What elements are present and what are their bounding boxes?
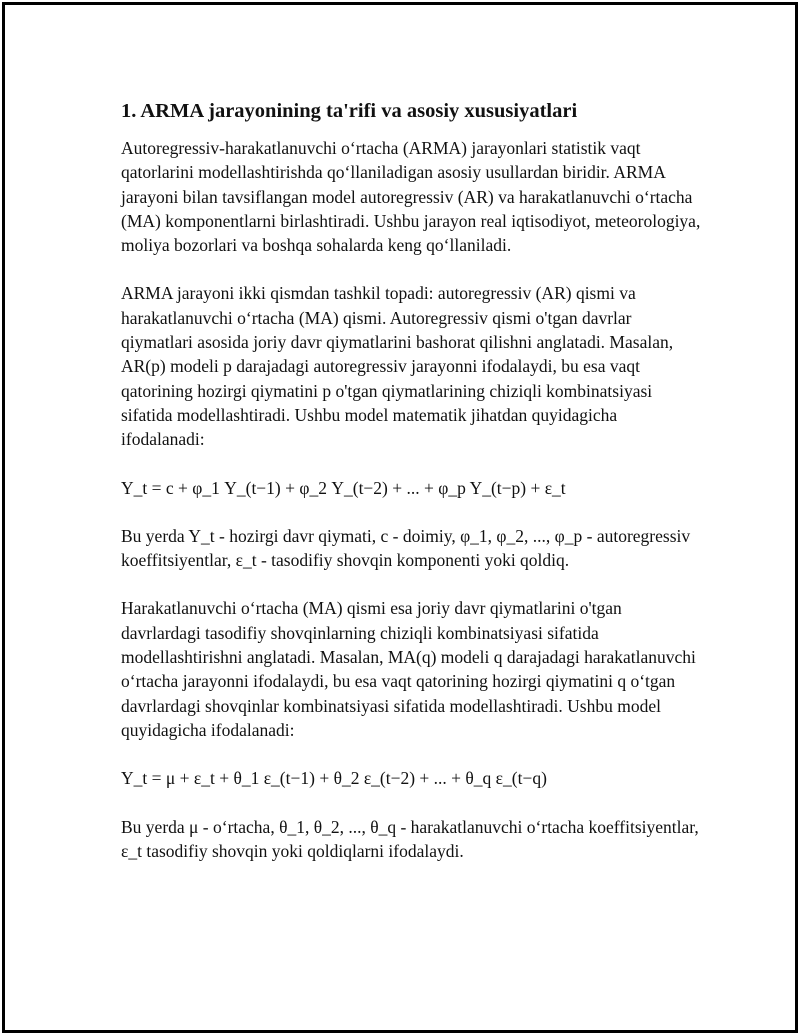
- paragraph-ar-explanation: Bu yerda Y_t - hozirgi davr qiymati, c - doimiy, φ_1, φ_2, ..., φ_p - autoregressiv koeffitsiyentlar, ε_t - tasodifiy shovqin komponenti yoki qoldiq.: [121, 525, 691, 571]
- paragraph-intro: Autoregressiv-harakatlanuvchi oʻrtacha (ARMA) jarayonlari statistik vaqt qatorlarini modellashtirishda qoʻllaniladigan asosiy usullardan biridir. ARMA jarayoni bilan tavsiflangan model autoregressiv (AR) va harakatlanuvchi oʻrtacha (MA) komponentlarni birlashtiradi. Ushbu jarayon real iqtisodiyot, meteorologiya, moliya bozorlari va boshqa sohalarda keng qoʻllaniladi.: [121, 138, 701, 256]
- formula-ar: Y_t = c + φ_1 Y_(t−1) + φ_2 Y_(t−2) + ... + φ_p Y_(t−p) + ε_t: [121, 477, 566, 498]
- section-heading: 1. ARMA jarayonining ta'rifi va asosiy xususiyatlari: [121, 100, 578, 122]
- document-body: [121, 97, 701, 887]
- paragraph-ma-explanation: Bu yerda μ - oʻrtacha, θ_1, θ_2, ..., θ_q - harakatlanuvchi oʻrtacha koeffitsiyentlar, ε_t tasodifiy shovqin yoki qoldiqlarni ifodalaydi.: [121, 816, 699, 861]
- formula-ma: Y_t = μ + ε_t + θ_1 ε_(t−1) + θ_2 ε_(t−2) + ... + θ_q ε_(t−q): [121, 768, 547, 789]
- page-frame: [2, 2, 798, 1033]
- paragraph-ar-description: ARMA jarayoni ikki qismdan tashkil topadi: autoregressiv (AR) qismi va harakatlanuvchi oʻrtacha (MA) qismi. Autoregressiv qismi o'tgan davrlar qiymatlari asosida joriy davr qiymatlarini bashorat qilishni anglatadi. Masalan, AR(p) modeli p darajadagi autoregressiv jarayonni ifodalaydi, bu esa vaqt qatorining hozirgi qiymatini p o'tgan qiymatlarining chiziqli kombinatsiyasi sifatida modellashtiradi. Ushbu model matematik jihatdan quyidagicha ifodalanadi:: [121, 283, 674, 450]
- paragraph-ma-description: Harakatlanuvchi oʻrtacha (MA) qismi esa joriy davr qiymatlarini o'tgan davrlardagi tasodifiy shovqinlarning chiziqli kombinatsiyasi sifatida modellashtirishni anglatadi. Masalan, MA(q) modeli q darajadagi harakatlanuvchi oʻrtacha jarayonni ifodalaydi, bu esa vaqt qatorining hozirgi qiymatini q oʻtgan davrlardagi shovqinlar kombinatsiyasi sifatida modellashtiradi. Ushbu model quyidagicha ifodalanadi:: [121, 598, 696, 740]
